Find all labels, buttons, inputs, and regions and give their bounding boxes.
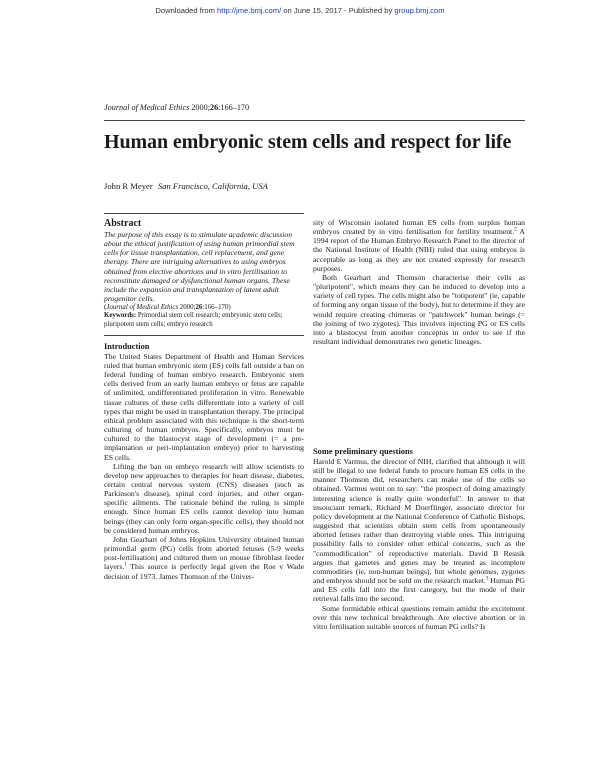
author-line	[104, 181, 268, 191]
abstract-top-rule	[104, 213, 304, 214]
journal-url-link[interactable]: http://jme.bmj.com/	[217, 6, 282, 15]
author-affiliation: San Francisco, California, USA	[157, 181, 268, 191]
intro-paragraph-3	[104, 535, 304, 581]
article-title: Human embryonic stem cells and respect for life	[104, 131, 512, 153]
introduction-heading: Introduction	[104, 341, 150, 351]
abstract-citation	[104, 303, 304, 312]
download-bar	[0, 6, 600, 15]
intro-paragraph-2: Lifting the ban on embryo research will allow scientists to develop new approaches to therapies for heart disease, diabetes, certain central nervous system (CNS) diseases (such as Parkinson's disease), spinal cord injuries, and other organ-specific ailments. The rationale behind the ruling is simple enough. Since human ES cells cannot develop into human beings (they can only form organ-specific cells), they should not be considered human embryos.	[104, 461, 304, 535]
journal-pages: :166–170	[218, 103, 250, 112]
citation-volume: 26	[195, 304, 203, 312]
citation-journal: Journal of Medical Ethics	[106, 304, 179, 312]
citation-year: 2000;	[178, 304, 196, 312]
keywords	[104, 312, 304, 328]
prelim-p1-text: Harold E Varmus, the director of NIH, clarified that although it will still be illegal to use federal funds to procure human ES cells in the manner Thomson did, researchers can make use of the cells so obtained. Varmus went on to say: "the prospect of doing amazingly interesting science is really quite wonderful". In answer to that insouciant remark, Richard M Doerflinger, associate director for policy development at the National Conference of Catholic Bishops, suggested that scientists obtain stem cells from spontaneously aborted fetuses rather than destroying viable ones. This intriguing possibility fails to consider other ethical concerns, such as the "commodification" of reproductive materials. David B Resnik argues that gametes and genes may be treated as incomplete commodities (ie, non-human beings), but whole genomes, zygotes and embryos should not be sold on the research market.	[313, 457, 525, 586]
left-column	[104, 218, 304, 581]
right-column	[313, 218, 525, 346]
preliminary-section	[313, 447, 525, 631]
intro-p3-text: John Gearhart of Johns Hopkins University obtained human primordial germ (PG) cells from aborted fetuses (5-9 weeks post-fertilisation) and cultured them on mouse fibroblast feeder layers.	[104, 534, 304, 572]
preliminary-paragraph-2: Some formidable ethical questions remain amidst the excitement over this new technical breakthrough. Are elective abortion or in vitro fertilisation suitable sources of human PG cells? Is	[313, 603, 525, 631]
prelim-p1-cont: Human PG and ES cells fall into the first category, but the mode of their retrieval falls into the second.	[313, 576, 525, 604]
preliminary-heading: Some preliminary questions	[313, 447, 413, 456]
download-middle: on June 15, 2017 - Published by	[283, 6, 393, 15]
right-p1-text: sity of Wisconsin isolated human ES cells from surplus human embryos created by in vitro fertilisation for fertility treatment.	[313, 218, 525, 237]
right-paragraph-1	[313, 218, 525, 273]
right-p1-cont: A 1994 report of the Human Embryo Research Panel to the director of the National Institute of Health (NIH) ruled that using embryos is acceptable as long as they are not created expressly for research purposes.	[313, 227, 525, 273]
author-name: John R Meyer	[104, 181, 153, 191]
journal-reference	[104, 103, 249, 112]
intro-paragraph-1: The United States Department of Health and Human Services ruled that human embryonic stem (ES) cells fall outside a ban on federal funding of human embryo research. Embryonic stem cells derived from an early human embryo or fetus are capable of unlimited, undifferentiated proliferation in vitro. Renewable tissue cultures of these cells differentiate into a variety of cell types that might be used in transplantation therapy. The principal ethical problem associated with this technique is the short-term culturing of human embryos. Specifically, embryos must be cultured to the blastocyst stage of development (= a pre-implantation or peri-implantation embryo) prior to harvesting ES cells.	[104, 351, 304, 462]
intro-p3-cont: This source is perfectly legal given the Roe v Wade decision of 1973. James Thomson of the Univer-	[104, 562, 304, 581]
abstract-text: The purpose of this essay is to stimulate academic discussion about the ethical justification of using human primordial stem cells for tissue transplantation, cell replacement, and gene therapy. There are intriguing alternatives to using embryos obtained from elective abortions and in vitro fertilisation to reconstitute damaged or dysfunctional human organs. These include the expansion and transplantation of latent adult progenitor cells.	[104, 230, 295, 304]
journal-volume: 26	[209, 103, 219, 112]
journal-year: 2000;	[191, 103, 210, 112]
right-p1-ref: 2	[514, 227, 517, 233]
download-prefix: Downloaded from	[155, 6, 215, 15]
publisher-link[interactable]: group.bmj.com	[394, 6, 445, 15]
preliminary-paragraph-1	[313, 457, 525, 604]
keywords-label: Keywords:	[104, 312, 137, 320]
prelim-p1-ref: 3	[485, 576, 489, 582]
header-rule	[104, 120, 525, 121]
journal-name: Journal of Medical Ethics	[104, 103, 190, 112]
right-paragraph-2: Both Gearhart and Thomson characterise their cells as "pluripotent", which means they can be induced to develop into a variety of cell types. The cells might also be "totipotent" (ie, capable of forming any organ tissue of the body), but to determine if they are would require creating chimeras or "patchwork" human beings (= the joining of two zygotes). This involves injecting PG or ES cells into a blastocyst from another conceptus in order to see if the resultant individual demonstrates two genetic lineages.	[313, 272, 525, 347]
abstract-heading: Abstract	[104, 218, 142, 229]
abstract-bottom-rule	[104, 335, 304, 336]
citation-open: (	[104, 304, 107, 312]
keywords-text: Primordial stem cell research; embryonic stem cells; pluripotent stem cells; embryo research	[104, 312, 283, 328]
intro-p3-ref: 1	[124, 562, 127, 568]
citation-pages: :166–170)	[202, 304, 231, 312]
